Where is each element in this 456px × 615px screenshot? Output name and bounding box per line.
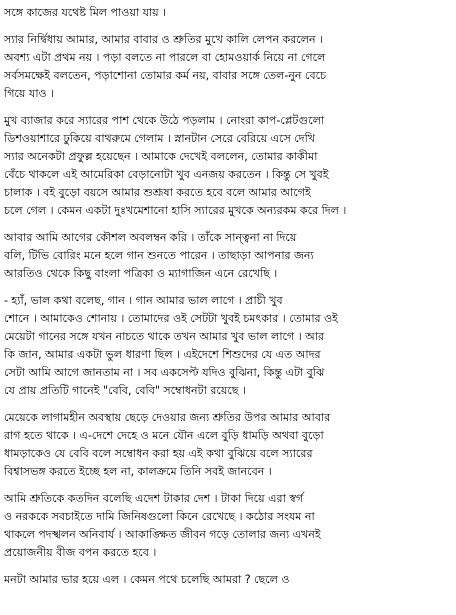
text-line: চলে গেল । কেমন একটা দুঃখমেশানো হাসি স্যারের মুখকে অন্যরকম করে দিল ।	[4, 204, 347, 217]
text-line: আমি শ্রুতিকে কতদিন বলেছি এদেশ টাকার দেশ । টাকা দিয়ে এরা স্বর্গ	[4, 492, 304, 505]
text-line: শোনে । আমাকেও শোনায় । তোমাদের ওই সেটটা খুবই চমৎকার । তোমার ওই	[4, 312, 338, 325]
paragraph-gap	[4, 220, 452, 229]
text-line: স্যার নির্দ্বিধায় আমার, আমার বাবার ও শ্রুতির মুখে কালি লেপন করলেন ।	[4, 33, 323, 46]
text-line: সেটা আমি আগে জানতাম না । সব একসেপ্ট যদিও বুঝিনা, কিন্তু এটা বুঝি	[4, 366, 325, 379]
text-line: ডিশওয়াশারে ঢুকিয়ে বাথরুমে গেলাম । স্নানটান সেরে বেরিয়ে এসে দেখি	[4, 132, 316, 145]
text-line: মুখ ব্যাজার করে স্যারের পাশ থেকে উঠে পড়লাম । নোংরা কাপ-প্লেটগুলো	[4, 114, 325, 127]
text-line: অবশ্য এটা প্রথম নয় । পড়া বলতে না পারলে বা হোমওয়ার্ক নিয়ে না গেলে	[4, 51, 326, 64]
text-line: বেঁচে থাকলে এই আমেরিকা বেড়ানোটা খুব এনজয় করতেন । কিন্তু সে খুবই	[4, 168, 329, 181]
text-line: সর্বসমক্ষেই বলতেন, পড়াশোনা তোমার কর্ম নয়, বাবার সঙ্গে তেল-নুন বেচে	[4, 69, 327, 82]
text-line: কি জান, আমার একটা ভুল ধারণা ছিল । এইদেশে শিশুদের যে এত আদর	[4, 348, 321, 361]
text-line: বলি, টিভি বোরিং মনে হলে গান শুনতে পারেন । তাছাড়া আপনার জন্য	[4, 249, 314, 262]
text-line: সঙ্গে কাজের যথেষ্ট মিল পাওয়া যায় ।	[4, 6, 166, 19]
text-line: আবার আমি আগের কৌশল অবলম্বন করি । তাঁকে সান্ত্বনা না দিয়ে	[4, 231, 297, 244]
paragraph-3	[4, 112, 452, 220]
text-line: রাগ হতে থাকে । এ-দেশে দেহে ও মনে যৌন এলে বুড়ি ধামড়ি অথবা বুড়ো	[4, 429, 324, 442]
text-line: প্রয়োজনীয় বীজ বপন করতে হবে ।	[4, 546, 157, 559]
paragraph-5	[4, 292, 452, 400]
text-line: ধামড়াকেও যে বেবি বলে সম্বোধন করা হয় এই কথা বুঝিয়ে বলে স্যারের	[4, 447, 313, 460]
text-line: - হ্যাঁ, ভাল কথা বলেছ, গান । গান আমার ভাল লাগে । প্রাচী খুব	[4, 294, 283, 307]
paragraph-6	[4, 409, 452, 481]
text-line: বিশ্বাসভঙ্গ করতে ইচ্ছে হল না, কালক্রমে তিনি সবই জানবেন ।	[4, 465, 272, 478]
text-line: থাকলে পদস্খলন অনিবার্য । আকাঙ্ক্ষিত জীবন গড়ে তোলার জন্য এখনই	[4, 528, 321, 541]
paragraph-gap	[4, 400, 452, 409]
text-line: মেয়েটা গানের সঙ্গে যখন নাচতে থাকে তখন আমার খুব ভাল লাগে । আর	[4, 330, 325, 343]
paragraph-2	[4, 31, 452, 103]
text-line: স্যার অনেকটা প্রফুল্ল হয়েছেন । আমাকে দেখেই বললেন, তোমার কাকীমা	[4, 150, 318, 163]
paragraph-gap	[4, 103, 452, 112]
paragraph-gap	[4, 283, 452, 292]
text-line: গিয়ে যাও ।	[4, 87, 54, 100]
paragraph-4	[4, 229, 452, 283]
text-line: ও নরককে সবচাইতে দামি জিনিষগুলো কিনে রেখেছে । কঠোর সংযম না	[4, 510, 315, 523]
text-line: চালাক । বই বুড়ো বয়সে আমার শুশ্রূষা করতে হবে বলে আমার আগেই	[4, 186, 311, 199]
paragraph-gap	[4, 481, 452, 490]
paragraph-1	[4, 4, 452, 22]
paragraph-gap	[4, 562, 452, 571]
text-line: আরতিও থেকে কিছু বাংলা পত্রিকা ও ম্যাগাজিন এনে রেখেছি ।	[4, 267, 278, 280]
paragraph-7	[4, 490, 452, 562]
text-line: যে প্রায় প্রতিটি গানেই "বেবি, বেবি" সম্বোধনটা রয়েছে ।	[4, 384, 246, 397]
paragraph-gap	[4, 22, 452, 31]
paragraph-8	[4, 571, 452, 589]
text-line: মনটা আমার ভার হয়ে এল । কেমন পথে চলেছি আমরা ? ছেলে ও	[4, 573, 290, 586]
text-line: মেয়েকে লাগামহীন অবস্থায় ছেড়ে দেওয়ার জন্য শ্রুতির উপর আমার আবার	[4, 411, 331, 424]
